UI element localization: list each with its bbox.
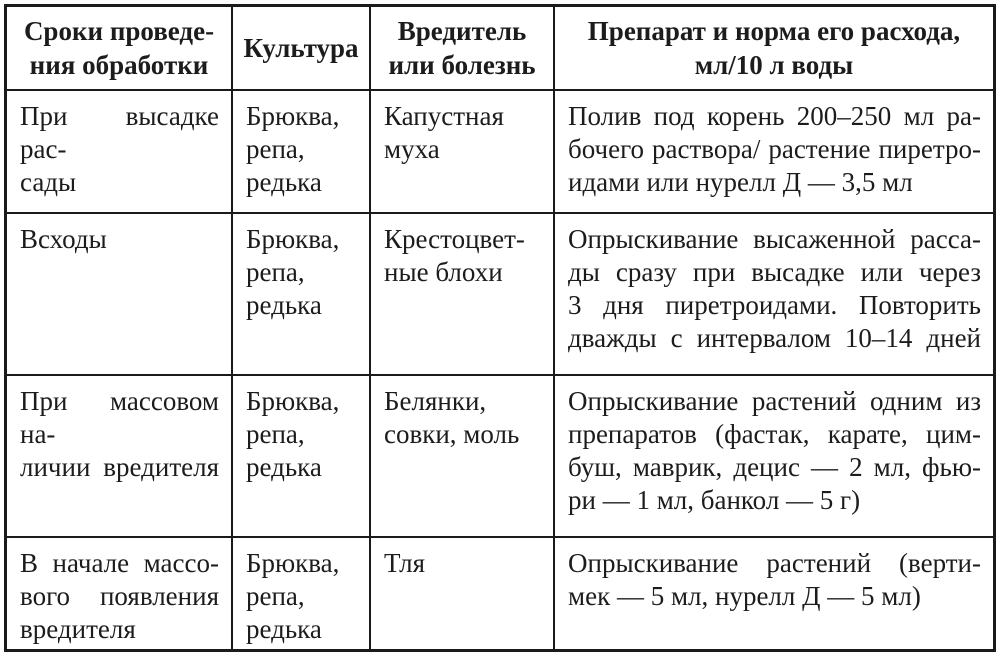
- text-line: вого появления: [20, 581, 219, 611]
- text-line: Брюква,: [246, 101, 340, 131]
- text-line: В начале массо-: [20, 548, 219, 578]
- text-line: буш, маврик, децис — 2 мл, фью-: [568, 452, 981, 482]
- text-line: редька: [246, 167, 322, 197]
- cell-timing-row2: [7, 214, 233, 376]
- text-line: репа,: [246, 257, 305, 287]
- text-line: Опрыскивание растений (верти-: [568, 548, 981, 578]
- text-line: Капустная: [384, 101, 504, 131]
- header-cell-preparation: [555, 7, 993, 91]
- text-line: При высадке рас-: [20, 101, 219, 164]
- text-line: Препарат и норма его расхода,: [587, 16, 961, 46]
- cell-pest-row3: [371, 376, 555, 538]
- text-line: или болезнь: [388, 50, 536, 80]
- cell-pest-row2: [371, 214, 555, 376]
- text-line: Опрыскивание растений одним из: [568, 386, 981, 416]
- text-line: репа,: [246, 419, 305, 449]
- text-line: препаратов (фастак, карате, цим-: [568, 419, 981, 449]
- text-line: мл/10 л воды: [694, 50, 854, 80]
- text-line: личии вредителя: [20, 452, 219, 482]
- cell-crop-row3: [233, 376, 371, 538]
- text-line: Брюква,: [246, 386, 340, 416]
- text-line: Тля: [384, 548, 426, 578]
- text-line: ды сразу при высадке или через: [568, 257, 981, 287]
- cell-preparation-row2: [555, 214, 993, 376]
- header-cell-timing: [7, 7, 233, 91]
- cell-timing-row4: [7, 538, 233, 649]
- text-line: Всходы: [20, 224, 107, 254]
- header-cell-crop: [233, 7, 371, 91]
- cell-preparation-row3: [555, 376, 993, 538]
- cell-pest-row1: [371, 91, 555, 214]
- text-line: Сроки проведе-: [23, 16, 215, 46]
- text-line: редька: [246, 452, 322, 482]
- cell-crop-row2: [233, 214, 371, 376]
- text-line: муха: [384, 134, 440, 164]
- text-line: 3 дня пиретроидами. Повторить: [568, 290, 981, 320]
- text-line: редька: [246, 614, 322, 644]
- text-line: Опрыскивание высаженной расса-: [568, 224, 981, 254]
- text-line: Брюква,: [246, 224, 340, 254]
- cell-pest-row4: [371, 538, 555, 649]
- text-line: репа,: [246, 581, 305, 611]
- text-line: При массовом на-: [20, 386, 219, 449]
- text-line: репа,: [246, 134, 305, 164]
- cell-crop-row4: [233, 538, 371, 649]
- text-line: Брюква,: [246, 548, 340, 578]
- cell-timing-row1: [7, 91, 233, 214]
- cell-crop-row1: [233, 91, 371, 214]
- text-line: дважды с интервалом 10–14 дней: [568, 323, 981, 353]
- text-line: Полив под корень 200–250 мл ра-: [568, 101, 981, 131]
- header-cell-pest: [371, 7, 555, 91]
- text-line: сады: [20, 167, 77, 197]
- text-line: вредителя: [20, 614, 136, 644]
- text-line: Белянки,: [384, 386, 487, 416]
- text-line: идами или нурелл Д — 3,5 мл: [568, 167, 913, 197]
- text-line: Культура: [243, 33, 359, 63]
- text-line: бочего раствора/ растение пиретро-: [568, 134, 981, 164]
- cell-timing-row3: [7, 376, 233, 538]
- text-line: совки, моль: [384, 419, 520, 449]
- cell-preparation-row4: [555, 538, 993, 649]
- text-line: Вредитель: [397, 16, 527, 46]
- treatment-table: [4, 4, 996, 652]
- text-line: Крестоцвет-: [384, 224, 525, 254]
- text-line: ные блохи: [384, 257, 503, 287]
- cell-preparation-row1: [555, 91, 993, 214]
- text-line: ри — 1 мл, банкол — 5 г): [568, 485, 861, 515]
- text-line: мек — 5 мл, нурелл Д — 5 мл): [568, 581, 921, 611]
- text-line: редька: [246, 290, 322, 320]
- text-line: ния обработки: [29, 50, 209, 80]
